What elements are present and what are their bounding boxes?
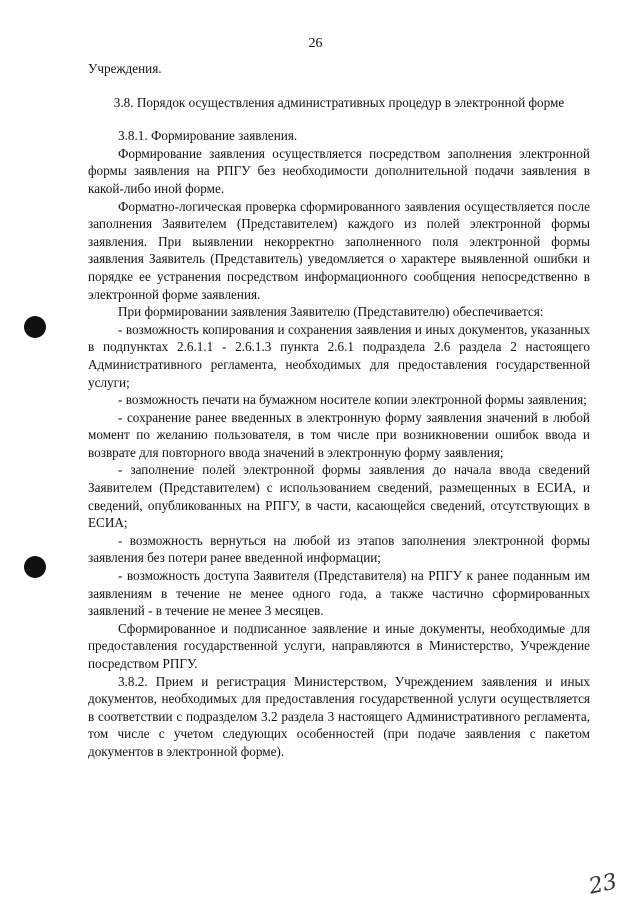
- list-item: - возможность копирования и сохранения заявления и иных документов, указанных в подпунктах 2.6.1.1 - 2.6.1.3 пункта 2.6.1 подраздела 2.6 раздела 2 настоящего Административного регламента, необходимых для предоставления государственной услуги;: [88, 321, 590, 390]
- list-item: - возможность вернуться на любой из этапов заполнения электронной формы заявления без потери ранее введенной информации;: [88, 532, 590, 566]
- list-item: - заполнение полей электронной формы заявления до начала ввода сведений Заявителем (Представителем) с использованием сведений, размещенных в ЕСИА, и сведений, опубликованных на РПГУ, в части, касающейся сведений, отсутствующих в ЕСИА;: [88, 462, 590, 531]
- handwritten-page-mark: 23: [586, 869, 620, 900]
- paragraph-continuation: Учреждения.: [88, 61, 162, 76]
- paragraph: Формирование заявления осуществляется посредством заполнения электронной формы заявления на РПГУ без необходимости дополнительной подачи заявления в какой-либо иной форме.: [88, 145, 590, 196]
- list-item: - сохранение ранее введенных в электронную форму заявления значений в любой момент по желанию пользователя, в том числе при возникновении ошибок ввода и возврате для повторного ввода значений в электронную форму заявления;: [88, 409, 590, 460]
- binder-hole-bottom: [24, 556, 46, 578]
- paragraph: Форматно-логическая проверка сформированного заявления осуществляется после заполнения Заявителем (Представителем) каждого из полей электронной формы заявления. При выявлении некорректно заполненного поля электронной формы заявления Заявитель (Представитель) уведомляется о характере выявленной ошибки и порядке ее устранения посредством информационного сообщения непосредственно в электронной форме заявления.: [88, 198, 590, 302]
- binder-hole-top: [24, 316, 46, 338]
- paragraph: Сформированное и подписанное заявление и иные документы, необходимые для предоставления государственной услуги, направляются в Министерство, Учреждение посредством РПГУ.: [88, 620, 590, 671]
- subsection-paragraph: 3.8.2. Прием и регистрация Министерством, Учреждением заявления и иных документов, необходимых для предоставления государственной услуги осуществляется в соответствии с подразделом 3.2 раздела 3 настоящего Административного регламента, том числе с учетом следующих особенностей (при подаче заявления с пакетом документов в электронной форме).: [88, 673, 590, 759]
- document-body: [88, 60, 590, 761]
- paragraph: При формировании заявления Заявителю (Представителю) обеспечивается:: [118, 304, 544, 320]
- list-item: - возможность печати на бумажном носителе копии электронной формы заявления;: [118, 392, 587, 408]
- subsection-title: 3.8.1. Формирование заявления.: [118, 128, 298, 144]
- section-heading: 3.8. Порядок осуществления административных процедур в электронной форме: [113, 94, 565, 110]
- list-item: - возможность доступа Заявителя (Представителя) на РПГУ к ранее поданным им заявлениям в течение не менее одного года, а также частично сформированных заявлений - в течение не менее 3 месяцев.: [88, 568, 590, 619]
- page-number: 26: [308, 36, 323, 51]
